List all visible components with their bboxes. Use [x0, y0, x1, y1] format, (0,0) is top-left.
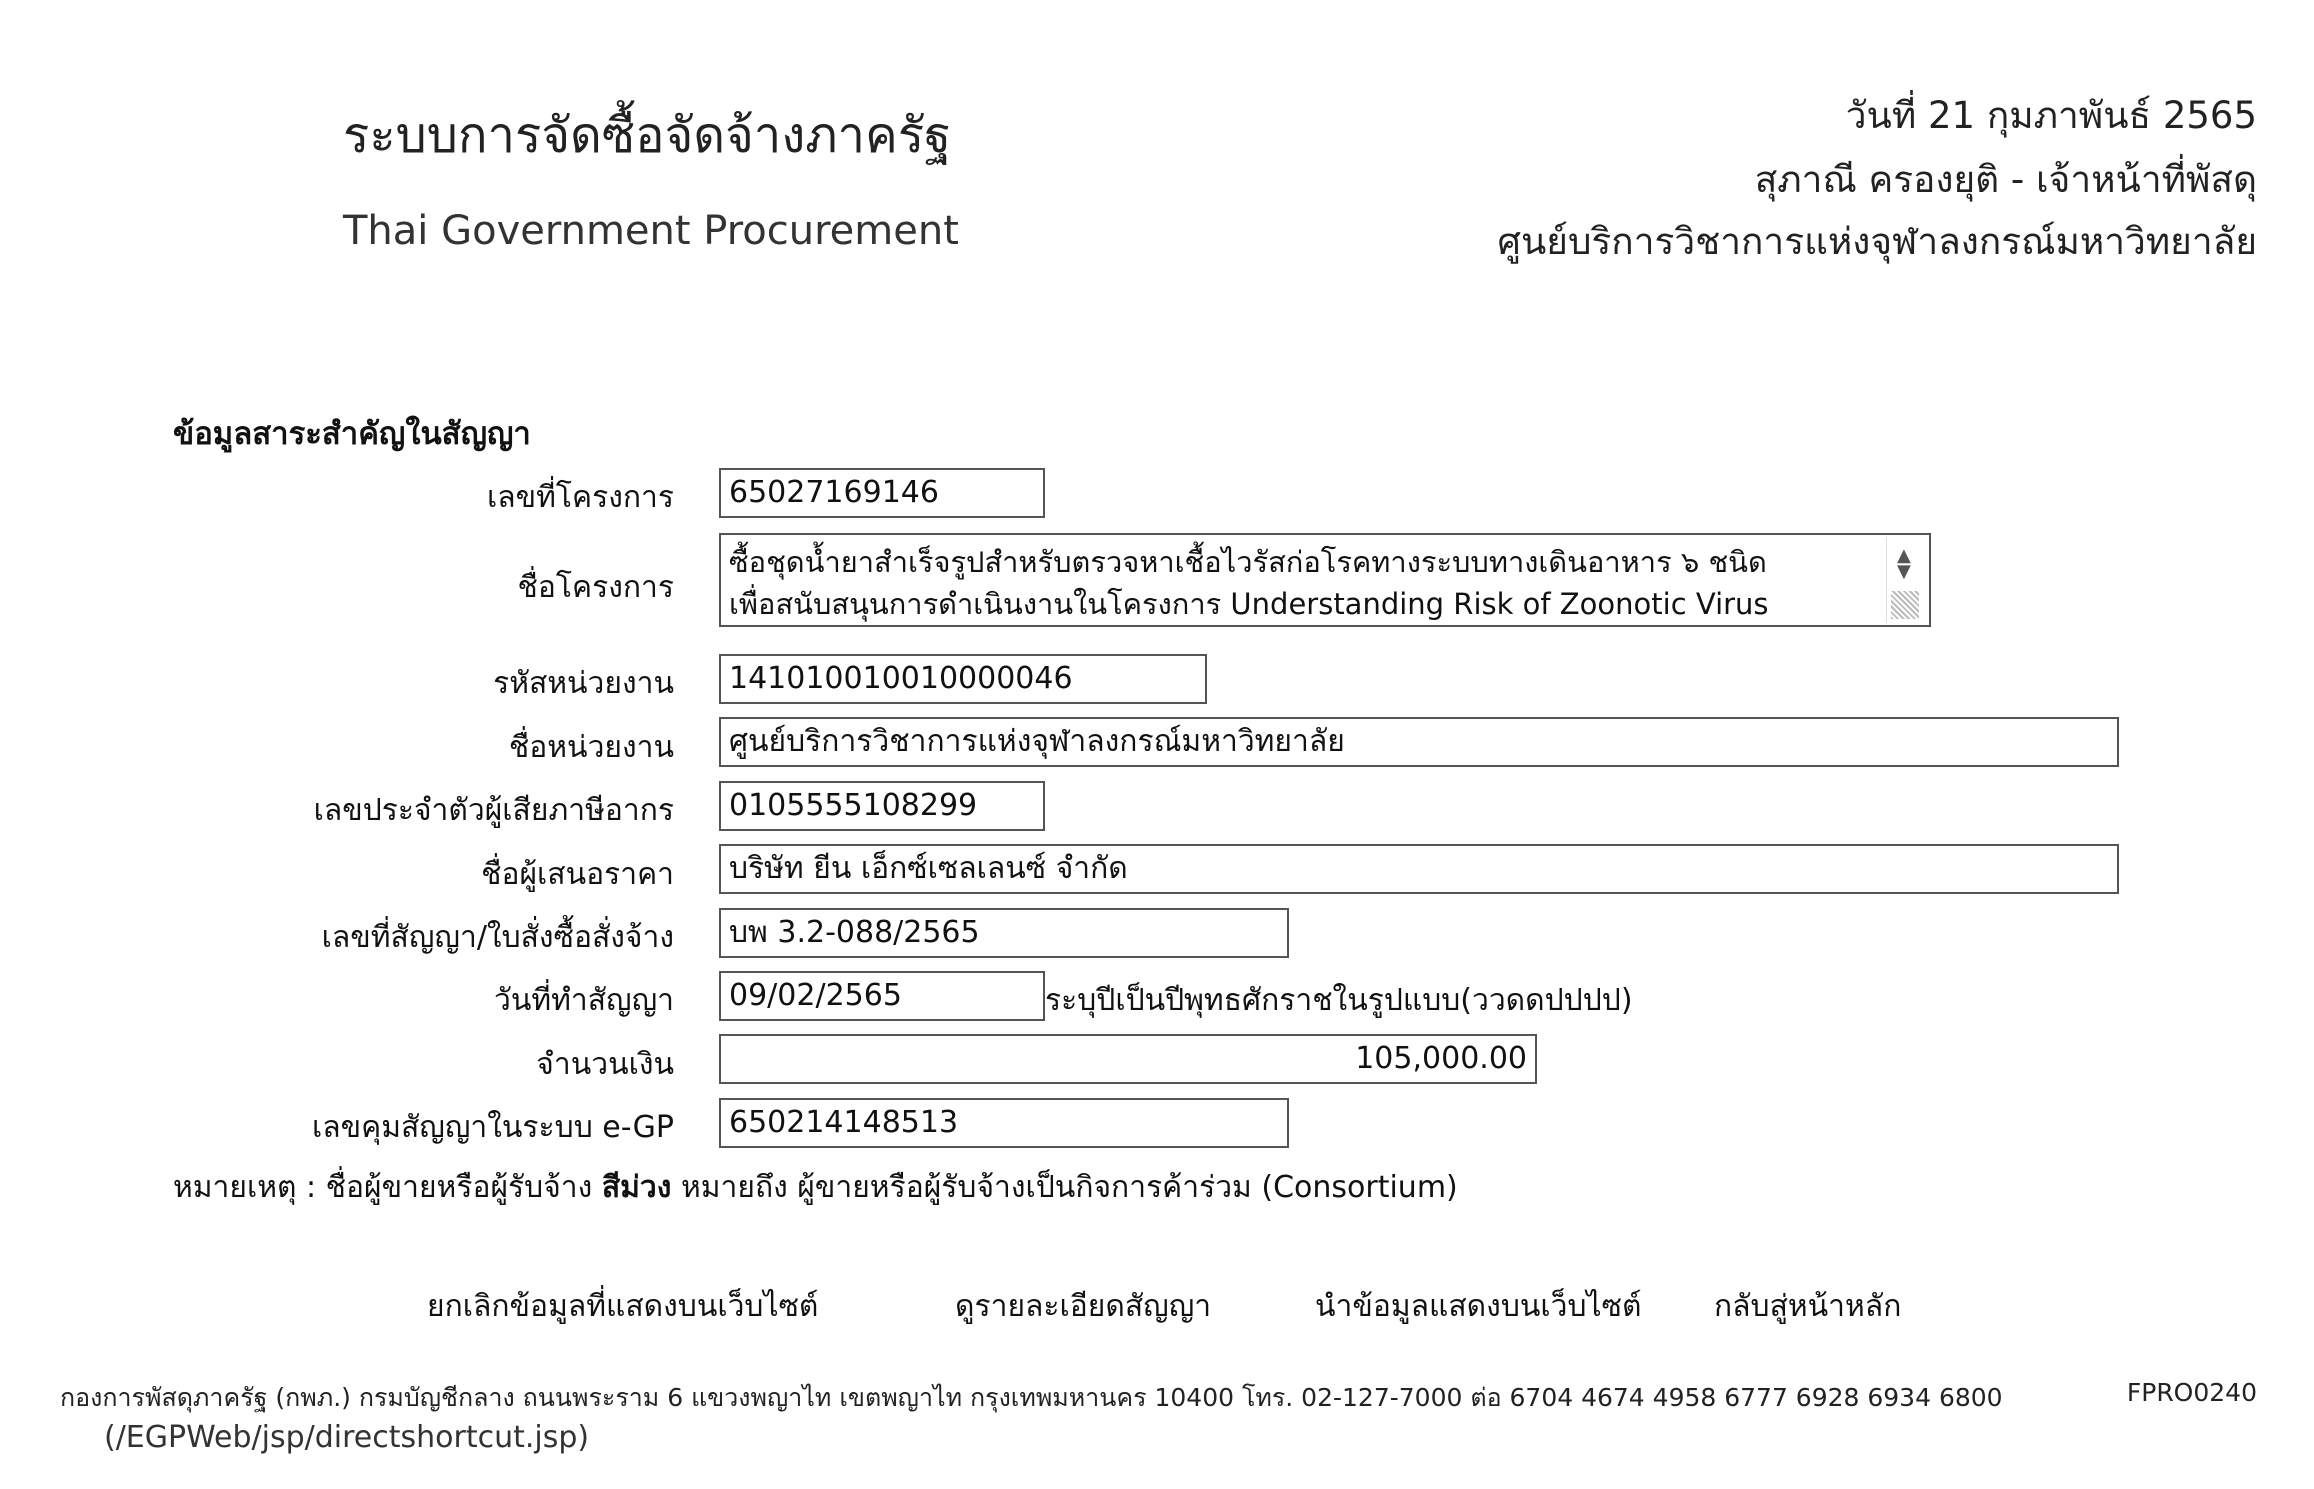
resize-grip-icon[interactable]: [1891, 591, 1919, 619]
contract-no-label: เลขที่สัญญา/ใบสั่งซื้อสั่งจ้าง: [321, 920, 674, 955]
contract-date-field[interactable]: 09/02/2565: [719, 971, 1045, 1021]
bidder-name-field[interactable]: บริษัท ยีน เอ็กซ์เซลเลนซ์ จำกัด: [719, 844, 2119, 894]
amount-label: จำนวนเงิน: [536, 1047, 674, 1082]
contract-date-hint: ระบุปีเป็นปีพุทธศักราชในรูปแบบ(ววดดปปปป): [1045, 983, 1633, 1018]
footer-path: (/EGPWeb/jsp/directshortcut.jsp): [104, 1420, 590, 1455]
note-prefix: หมายเหตุ : ชื่อผู้ขายหรือผู้รับจ้าง: [173, 1170, 593, 1205]
project-no-label: เลขที่โครงการ: [487, 480, 674, 515]
project-no-field[interactable]: 65027169146: [719, 468, 1045, 518]
project-name-textarea[interactable]: [719, 533, 1931, 627]
agency-code-label: รหัสหน่วยงาน: [493, 666, 674, 701]
note-suffix: หมายถึง ผู้ขายหรือผู้รับจ้างเป็นกิจการค้าร่วม (Consortium): [680, 1170, 1458, 1205]
project-name-line-2: เพื่อสนับสนุนการดำเนินงานในโครงการ Understanding Risk of Zoonotic Virus: [729, 587, 1769, 621]
header-organization: ศูนย์บริการวิชาการแห่งจุฬาลงกรณ์มหาวิทยาลัย: [1497, 220, 2257, 263]
consortium-note: [173, 1164, 1458, 1211]
contract-no-field[interactable]: บพ 3.2-088/2565: [719, 908, 1289, 958]
footer-address: กองการพัสดุภาครัฐ (กพภ.) กรมบัญชีกลาง ถนนพระราม 6 แขวงพญาไท เขตพญาไท กรุงเทพมหานคร 10400 โทร. 02-127-7000 ต่อ 6704 4674 4958 6777 6928 6934 6800: [60, 1383, 2003, 1412]
cancel-display-link[interactable]: ยกเลิกข้อมูลที่แสดงบนเว็บไซต์: [427, 1289, 819, 1324]
agency-code-field[interactable]: 141010010010000046: [719, 654, 1207, 704]
system-title-thai: ระบบการจัดซื้อจัดจ้างภาครัฐ: [343, 107, 952, 164]
tax-id-label: เลขประจำตัวผู้เสียภาษีอากร: [313, 793, 674, 828]
agency-name-field[interactable]: ศูนย์บริการวิชาการแห่งจุฬาลงกรณ์มหาวิทยาลัย: [719, 717, 2119, 767]
scroll-down-icon[interactable]: ▼: [1897, 561, 1911, 582]
project-name-label: ชื่อโครงการ: [517, 570, 674, 605]
scroll-up-icon[interactable]: ▲: [1897, 545, 1911, 566]
egp-control-no-field[interactable]: 650214148513: [719, 1098, 1289, 1148]
header-date: วันที่ 21 กุมภาพันธ์ 2565: [1845, 94, 2257, 137]
contract-date-label: วันที่ทำสัญญา: [493, 983, 674, 1018]
system-title-english: Thai Government Procurement: [343, 208, 959, 254]
section-title: ข้อมูลสาระสำคัญในสัญญา: [173, 416, 531, 452]
view-contract-link[interactable]: ดูรายละเอียดสัญญา: [955, 1289, 1212, 1324]
amount-field[interactable]: 105,000.00: [719, 1034, 1537, 1084]
project-name-line-1: ซื้อชุดน้ำยาสำเร็จรูปสำหรับตรวจหาเชื้อไวรัสก่อโรคทางระบบทางเดินอาหาร ๖ ชนิด: [729, 545, 1767, 579]
home-link[interactable]: กลับสู่หน้าหลัก: [1714, 1289, 1902, 1324]
egp-control-no-label: เลขคุมสัญญาในระบบ e-GP: [312, 1110, 674, 1145]
footer-page-code: FPRO0240: [2126, 1378, 2257, 1407]
header-user: สุภาณี ครองยุติ - เจ้าหน้าที่พัสดุ: [1754, 158, 2257, 201]
bidder-name-label: ชื่อผู้เสนอราคา: [481, 857, 674, 892]
agency-name-label: ชื่อหน่วยงาน: [508, 730, 674, 765]
tax-id-field[interactable]: 0105555108299: [719, 781, 1045, 831]
textarea-scrollbar[interactable]: [1886, 537, 1927, 623]
publish-link[interactable]: นำข้อมูลแสดงบนเว็บไซต์: [1315, 1289, 1642, 1324]
note-highlight: สีม่วง: [601, 1170, 672, 1205]
